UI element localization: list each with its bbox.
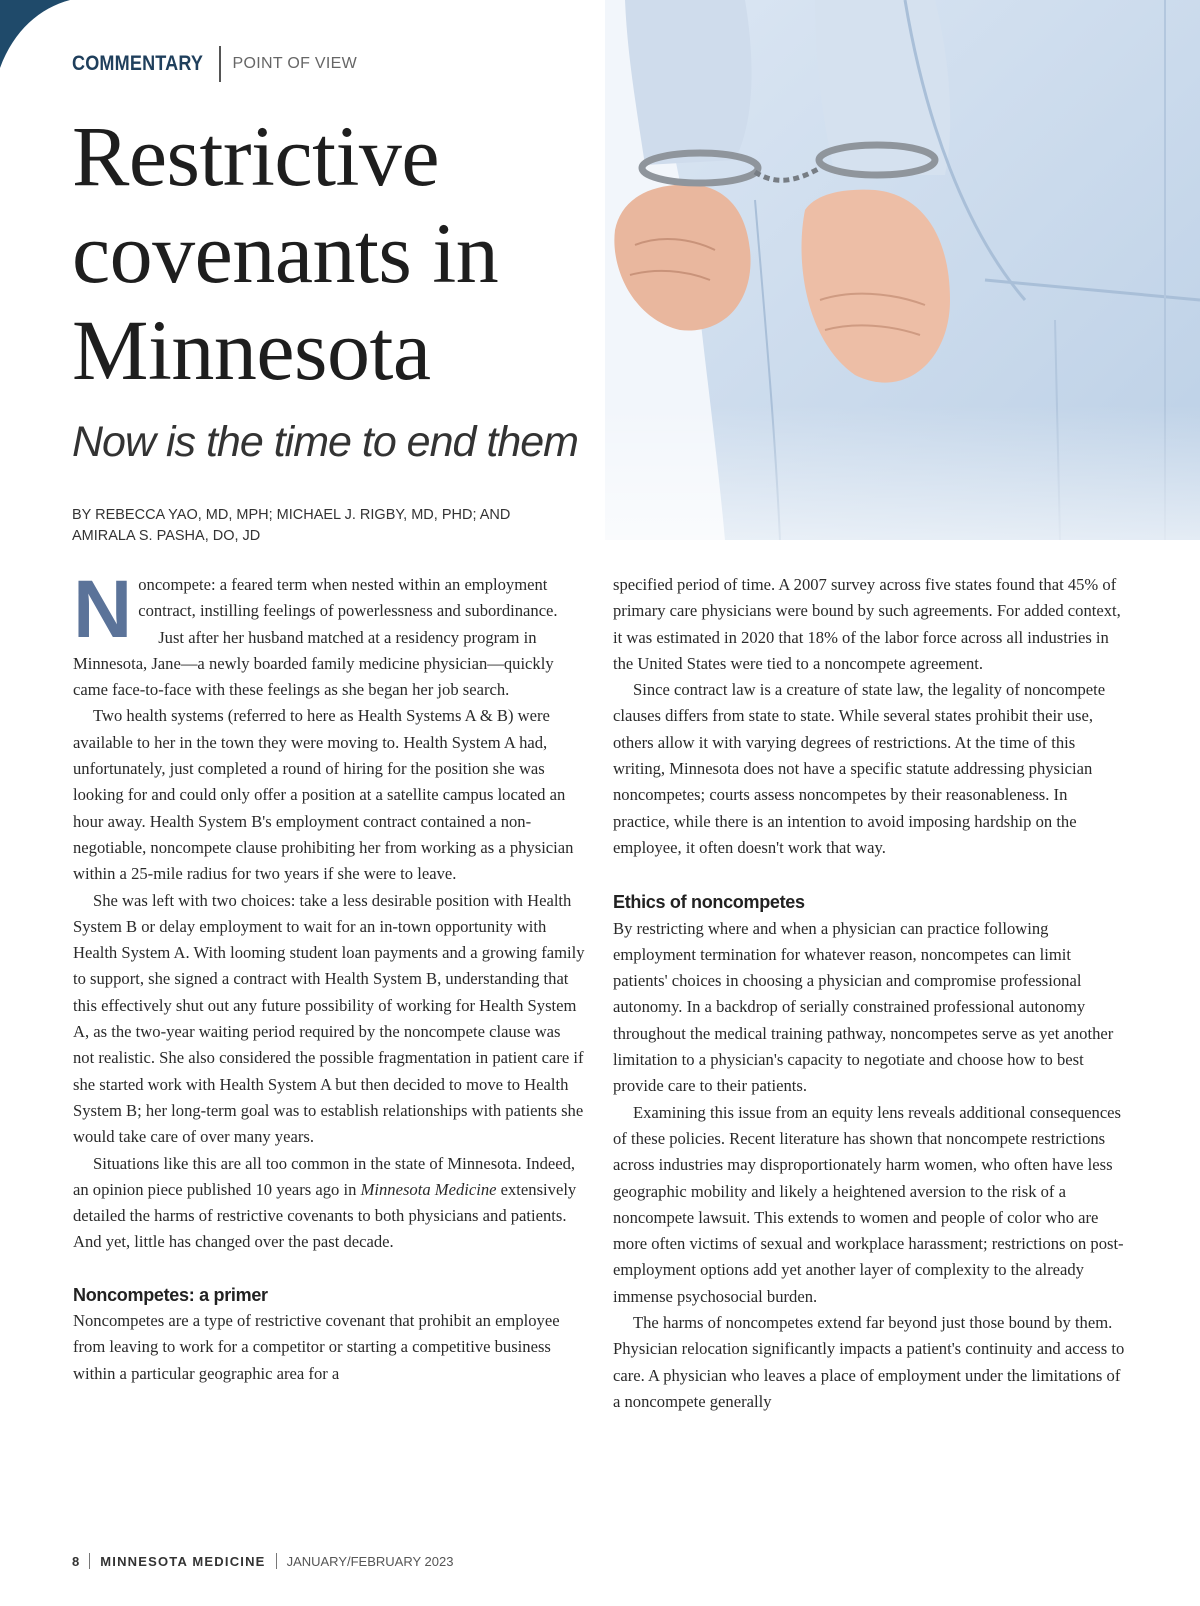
article-title bbox=[72, 108, 632, 399]
paragraph-intro bbox=[73, 564, 585, 655]
title-line-3: Minnesota bbox=[72, 302, 431, 398]
magazine-name: MINNESOTA MEDICINE bbox=[100, 1553, 266, 1569]
title-line-2: covenants in bbox=[72, 205, 499, 301]
paragraph: specified period of time. A 2007 survey across five states found that 45% of primary care physicians were bound by such agreements. For added context, it was estimated in 2020 that 18% of the labor force across all industries in the United States were tied to a noncompete agreement. bbox=[613, 575, 1121, 673]
article-subtitle: Now is the time to end them bbox=[72, 418, 578, 466]
paragraph bbox=[73, 1151, 585, 1256]
hero-photo-handcuffed-physician bbox=[605, 0, 1200, 540]
body-column-right bbox=[613, 572, 1128, 1415]
paragraph: The harms of noncompetes extend far beyond just those bound by them. Physician relocation significantly impacts a patient's continuity and access to care. A physician who leaves a place of employment under the limitations of a noncompete generally bbox=[613, 1313, 1125, 1411]
paragraph: Examining this issue from an equity lens reveals additional consequences of these policies. Recent literature has shown that noncompete restrictions across industries may disproportionately harm women, who often have less geographic mobility and likely a heightened aversion to the risk of a noncompete lawsuit. This extends to women and people of color who are more often victims of sexual and workplace harassment; restrictions on post-employment options add yet another layer of complexity to the already immense psychosocial burden. bbox=[613, 1102, 1124, 1306]
corner-accent bbox=[0, 0, 70, 70]
drop-cap: N bbox=[73, 564, 133, 655]
section-heading-primer: Noncompetes: a primer bbox=[73, 1284, 268, 1305]
footer-divider bbox=[89, 1553, 90, 1569]
paragraph-text: extensively detailed the harms of restrictive covenants to both physicians and patients. And yet, little has changed over the past decade. bbox=[73, 1179, 577, 1252]
issue-date: JANUARY/FEBRUARY 2023 bbox=[286, 1553, 454, 1569]
subsection-label: POINT OF VIEW bbox=[232, 55, 358, 72]
byline-line-1: BY REBECCA YAO, MD, MPH; MICHAEL J. RIGBY, MD, PHD; AND bbox=[72, 507, 511, 523]
footer-divider bbox=[276, 1553, 277, 1569]
paragraph: Just after her husband matched at a residency program in Minnesota, Jane—a newly boarded family medicine physician—quickly came face-to-face with these feelings as she began her job search. bbox=[73, 627, 554, 700]
section-heading-ethics: Ethics of noncompetes bbox=[613, 892, 805, 913]
section-kicker bbox=[72, 46, 357, 82]
title-line-1: Restrictive bbox=[72, 108, 440, 204]
paragraph: Noncompetes are a type of restrictive covenant that prohibit an employee from leaving to work for a competitor or starting a competitive business within a particular geographic area for a bbox=[73, 1311, 560, 1383]
body-column-left bbox=[73, 564, 585, 1387]
byline bbox=[72, 505, 592, 547]
page-footer bbox=[72, 1553, 453, 1569]
paragraph: By restricting where and when a physician can practice following employment termination for whatever reason, noncompetes can limit patients' choices in choosing a physician and compromise professional autonomy. In a backdrop of serially constrained professional autonomy throughout the medical training pathway, noncompetes serve as yet another limitation to a physician's capacity to negotiate and choose how to best provide care to their patients. bbox=[613, 918, 1114, 1096]
page-number: 8 bbox=[72, 1553, 80, 1569]
paragraph: Two health systems (referred to here as Health Systems A & B) were available to her in the town they were moving to. Health System A had, unfortunately, just completed a round of hiring for the position she was looking for and could only offer a position at a satellite campus located an hour away. Health System B's employment contract contained a non-negotiable, noncompete clause prohibiting her from working as a physician within a 25-mile radius for two years if she were to leave. bbox=[73, 706, 574, 884]
paragraph: Since contract law is a creature of state law, the legality of noncompete clauses differs from state to state. While several states prohibit their use, others allow it with varying degrees of restrictions. At the time of this writing, Minnesota does not have a specific statute addressing physician noncompetes; courts assess noncompetes by their reasonableness. In practice, while there is an intention to avoid imposing hardship on the employee, it often doesn't work that way. bbox=[613, 680, 1106, 857]
section-label: COMMENTARY bbox=[72, 52, 204, 75]
paragraph-intro-text: oncompete: a feared term when nested within an employment contract, instilling feelings of powerlessness and subordinance. bbox=[138, 575, 558, 621]
kicker-divider bbox=[219, 46, 221, 82]
publication-name: Minnesota Medicine bbox=[360, 1179, 497, 1199]
paragraph-text: Situations like this are all too common in the state of Minnesota. Indeed, an opinion piece published 10 years ago in bbox=[73, 1153, 576, 1199]
byline-line-2: AMIRALA S. PASHA, DO, JD bbox=[72, 528, 261, 544]
paragraph: She was left with two choices: take a less desirable position with Health System B or delay employment to wait for an in-town opportunity with Health System A. With looming student loan payments and a growing family to support, she signed a contract with Health System B, understanding that this effectively shut out any future possibility of working for Health System A, as the two-year waiting period required by the noncompete clause was not realistic. She also considered the possible fragmentation in patient care if she started work with Health System A but then decided to move to Health System B; her long-term goal was to establish relationships with patients she would take care of over many years. bbox=[73, 890, 585, 1147]
